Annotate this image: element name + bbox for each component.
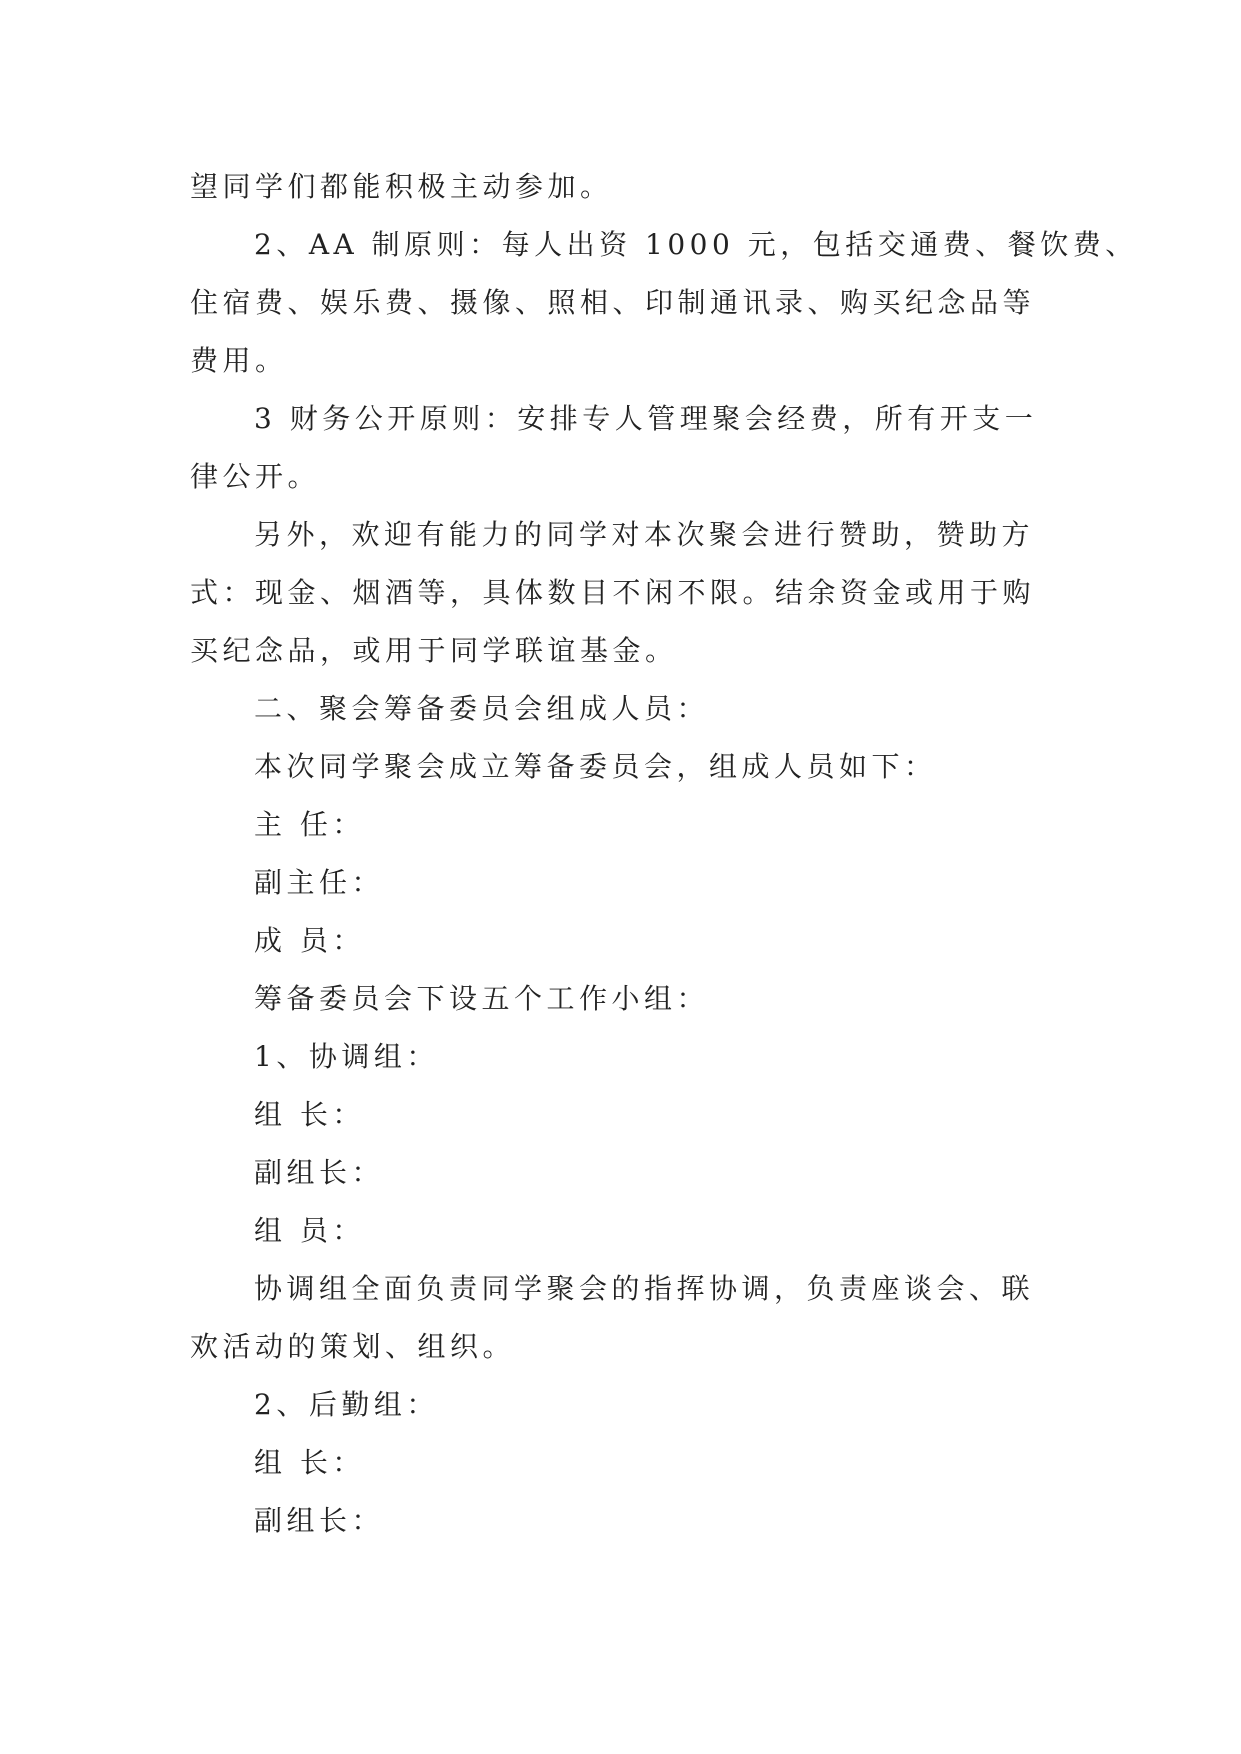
text-line: 费用。 [190, 344, 288, 377]
section-heading: 二、聚会筹备委员会组成人员： [254, 692, 710, 725]
role-label: 主 任： [254, 808, 365, 841]
role-label: 副组长： [254, 1156, 385, 1189]
group-heading: 2、后勤组： [254, 1388, 439, 1421]
text-line: 买纪念品，或用于同学联谊基金。 [190, 634, 678, 667]
role-label: 成 员： [254, 924, 365, 957]
role-label: 组 长： [254, 1446, 365, 1479]
text-line: 式：现金、烟酒等，具体数目不闲不限。结余资金或用于购 [190, 576, 1036, 609]
text-line: 本次同学聚会成立筹备委员会，组成人员如下： [254, 750, 937, 783]
text-line: 2、AA 制原则：每人出资 1000 元，包括交通费、餐饮费、 [254, 228, 1138, 261]
text-line: 律公开。 [190, 460, 321, 493]
text-line: 住宿费、娱乐费、摄像、照相、印制通讯录、购买纪念品等 [190, 286, 1036, 319]
role-label: 副主任： [254, 866, 385, 899]
text-line: 3 财务公开原则：安排专人管理聚会经费，所有开支一 [254, 402, 1038, 435]
role-label: 组 长： [254, 1098, 365, 1131]
role-label: 副组长： [254, 1504, 385, 1537]
text-line: 筹备委员会下设五个工作小组： [254, 982, 710, 1015]
text-line: 欢活动的策划、组织。 [190, 1330, 516, 1363]
document-body [190, 158, 1138, 1550]
group-heading: 1、协调组： [254, 1040, 439, 1073]
text-line: 望同学们都能积极主动参加。 [190, 170, 613, 203]
text-line: 另外，欢迎有能力的同学对本次聚会进行赞助，赞助方 [254, 518, 1035, 551]
text-line: 协调组全面负责同学聚会的指挥协调，负责座谈会、联 [254, 1272, 1035, 1305]
role-label: 组 员： [254, 1214, 365, 1247]
